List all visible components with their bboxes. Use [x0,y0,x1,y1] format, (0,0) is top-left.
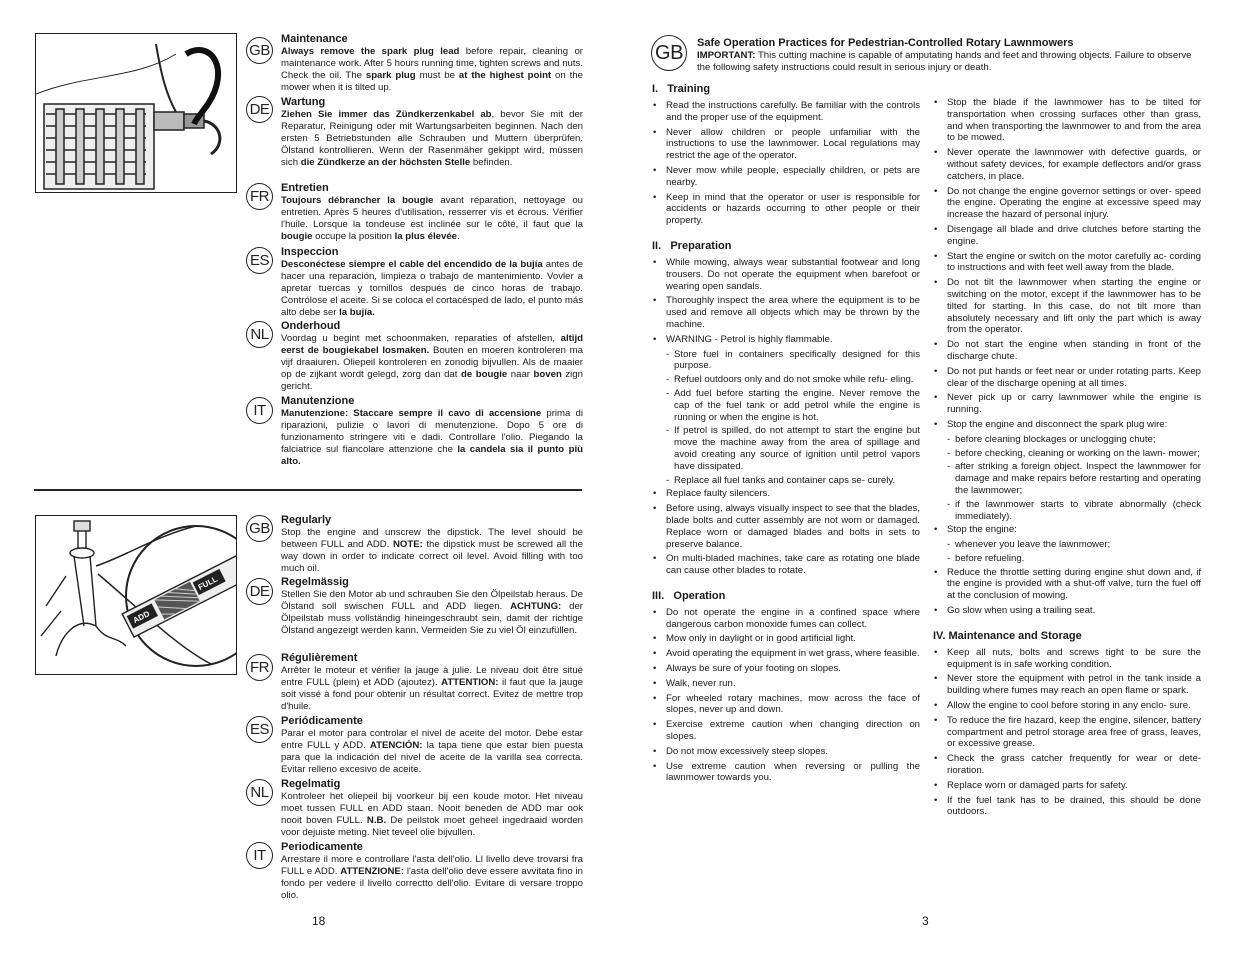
maintenance-es [281,246,583,319]
safety-item: • Do not change the engine governor settings or over- speed the engine. Operating the engine at excessive speed may increase the hazard of personal injury. [933,186,1201,221]
section-text: Stellen Sie den Motor ab und schrauben Sie den Ölpeilstab heraus. De Ölstand soll swischen FULL and ADD liegen. ACHTUNG: der Ölpeilstab muss vollständig hineingeschraubt sein, damit der richtige Ölstand angezeigt werden kann. Vermeiden Sie zu viel Öl einzufüllen. [281,589,583,636]
safety-item: • Avoid operating the equipment in wet grass, where feasible. [652,648,920,660]
maintenance-gb [281,33,583,94]
safety-item: • WARNING - Petrol is highly flammable. [652,334,920,346]
safety-item: • Do not operate the engine in a confined space where dangerous carbon monoxide fumes can collect. [652,607,920,631]
section-text: Desconéctese siempre el cable del encendido de la bujía antes de hacer una reparación, limpieza o trabajo de mantenimiento. Vovler a apretar tuercas y tornillos después de cinco horas de trabajo. Contrólose el aceite. Si se coloca el cortacésped de lado, el punto más alto debe ser la bujía. [281,259,583,318]
safety-sub-item: - before checking, cleaning or working on the lawn- mower; [933,448,1201,460]
safety-column-2 [933,97,1201,821]
safety-item: • Replace faulty silencers. [652,488,920,500]
section-text: Manutenzione: Staccare sempre il cavo di accensione prima di riparazioni, pulizie o lavori di menutenzione. Dopo 5 ore di funzionamento stringere viti e dadi. Controllare l'olio. Piegando la falciatrice sul fiancolare attenzione che la candela sia il punto più alto. [281,408,584,467]
lang-badge-nl: NL [246,779,273,806]
safety-item: • Reduce the throttle setting during engine shut down and, if the engine is provided with a shut-off valve, turn the fuel off at the conclusion of mowing. [933,567,1201,602]
safety-item: • For wheeled rotary machines, mow across the face of slopes, never up and down. [652,693,920,717]
maintenance-nl [281,320,583,393]
section-title: Régulièrement [281,652,358,664]
section-text: Always remove the spark plug lead before repair, cleaning or maintenance work. After 5 hours running time, tighten screws and nuts. Check the oil. The spark plug must be at the highest point on the mower when it is tilted up. [281,46,583,93]
safety-column-1 [652,83,920,787]
section-title: Regelmatig [281,778,341,790]
safety-list [652,100,920,227]
lang-badge-it: IT [246,842,273,869]
safety-item: • Keep all nuts, bolts and screws tight to be sure the equipment is in safe working condition. [933,647,1201,671]
safety-item: • Never store the equipment with petrol in the tank inside a building where fumes may reach an open flame or spark. [933,673,1201,697]
safety-sub-item: - before cleaning blockages or unclogging chute; [933,434,1201,446]
dipstick-blade [122,555,236,637]
engine-spark-plug-icon [36,34,236,192]
section-title: Manutenzione [281,395,355,407]
safety-sub-item: - before refueling. [933,553,1201,565]
safety-sub-item: - after striking a foreign object. Inspect the lawnmower for damage and make repairs before restarting and operating the lawnmower; [933,461,1201,496]
safety-sub-item: - If petrol is spilled, do not attempt to start the engine but move the machine away from the area of spillage and avoid creating any source of ignition until petrol vapors have dissipated. [652,425,920,472]
safety-item: • To reduce the fire hazard, keep the engine, silencer, battery compartment and petrol storage area free of grass, leaves, or excessive grease. [933,715,1201,750]
safety-sub-item: - if the lawnmower starts to vibrate abnormally (check immediately). [933,499,1201,523]
dipstick-add-label: ADD [131,609,152,626]
section-title: Regelmässig [281,576,349,588]
lang-badge-de: DE [246,96,273,123]
section-text: Kontroleer het oliepeil bij voorkeur bij een koude motor. Het niveau moet tussen FULL en ADD staan. Nooit beneden de ADD mar ook nooit boven FULL. N.B. De peilstok moet geheel ingedraaid worden voor dejuiste meting. Niet teveel olie bijvullen. [281,791,583,838]
maintenance-it [281,395,583,468]
safety-item: • Never operate the lawnmower with defective guards, or without safety devices, for example deflectors and/or grass catchers, in place. [933,147,1201,182]
section-title: Periodicamente [281,841,363,853]
safety-item: • Stop the engine and disconnect the spark plug wire: [933,419,1201,431]
lang-badge-nl: NL [246,321,273,348]
section-text: Voordag u begint met schoonmaken, reparaties of afstellen, altijd eerst de bougiekabel losmaken. Bouten en moeren kontroleren ma vijf draaiuren. Oliepeil kontroleren en zonodig bijvullen. Als de maaier op de zijkant wordt gelegd, zorg dan dat de bougie naar boven zign gericht. [281,333,583,392]
safety-item: • Never pick up or carry lawnmower while the engine is running. [933,392,1201,416]
safety-item: • Always be sure of your footing on slopes. [652,663,920,675]
safety-item: • Read the instructions carefully. Be familiar with the controls and the proper use of the equipment. [652,100,920,124]
safety-item: • Keep in mind that the operator or user is responsible for accidents or hazards occurring to other people or their property. [652,192,920,227]
safety-sub-item: - Add fuel before starting the engine. Never remove the cap of the fuel tank or add petrol while the engine is running or when the engine is hot. [652,388,920,423]
section-heading: I. Training [652,83,711,95]
safety-item: • Replace worn or damaged parts for safety. [933,780,1201,792]
oil-check-nl [281,778,583,839]
safety-sub-item: - Replace all fuel tanks and container caps se- curely. [652,475,920,487]
safety-item: • Thoroughly inspect the area where the equipment is to be used and remove all objects which may be thrown by the machine. [652,295,920,330]
maintenance-fr [281,182,583,243]
safety-list [652,607,920,784]
section-text: Stop the engine and unscrew the dipstick. The level should be between FULL and ADD. NOTE: the dipstick must be screwed all the way down in order to indicate correct oil level. Avoid filling with too much oil. [281,527,584,574]
lang-badge-gb: GB [246,37,273,64]
section-text: Ziehen Sie immer das Zündkerzenkabel ab, bevor Sie mit der Reparatur, Reinigung oder mit Wartungsarbeiten beginnen. Nach den ersten 5 Betriebstunden alle Schrauben und Muttern überprüfen. Ölstand kontrollieren. Wenn der Rasenmäher gekippt wird, müssen sich die Zündkerze an der höchsten Stelle befinden. [281,109,583,168]
section-title: Maintenance [281,33,348,45]
lang-badge-fr: FR [246,183,273,210]
page-number-right: 3 [922,914,929,928]
safety-item: • Do not mow excessively steep slopes. [652,746,920,758]
safety-sub-item: - whenever you leave the lawnmower; [933,539,1201,551]
dipstick-illustration [35,515,237,675]
safety-item: • Start the engine or switch on the motor carefully ac- cording to instructions and with feet well away from the blade. [933,251,1201,275]
safety-item: • Use extreme caution when reversing or pulling the lawnmower towards you. [652,761,920,785]
lang-badge-gb-large: GB [651,35,687,71]
lang-badge-de: DE [246,578,273,605]
section-title: Onderhoud [281,320,341,332]
maintenance-de [281,96,583,169]
safety-item: • On multi-bladed machines, take care as rotating one blade can cause other blades to rotate. [652,553,920,577]
section-heading: III. Operation [652,589,726,602]
lang-badge-it: IT [246,397,273,424]
section-title: Wartung [281,96,326,108]
section-heading: II. Preparation [652,239,732,252]
oil-check-gb [281,514,583,575]
safety-item: • Mow only in daylight or in good artificial light. [652,633,920,645]
important-notice: IMPORTANT: This cutting machine is capable of amputating hands and feet and throwing objects. Failure to observe the following safety instructions could result in serious injury or death. [697,50,1192,73]
safety-item: • Stop the engine: [933,524,1201,536]
section-text: Parar el motor para controlar el nivel de aceite del motor. Debe estar entre FULL y ADD. ATENCIÓN: la tapa tiene que estar bien puesta para que la indicación del nivel de aceite de la varilla sea correcta. Evitar relleno excesivo de aceite. [281,728,583,775]
safety-item: • Stop the blade if the lawnmower has to be tilted for transportation when crossing surfaces other than grass, and when transporting the lawnmower to and from the area to be mowed. [933,97,1201,144]
safety-list [933,97,1201,617]
lang-badge-fr: FR [246,654,273,681]
safety-sub-item: - Refuel outdoors only and do not smoke while refu- eling. [652,374,920,386]
safety-item: • Do not tilt the lawnmower when starting the engine or switching on the motor, except if the lawnmower has to be tilted for starting. In this case, do not tilt more than absolutely necessary and lift only the part which is away from the operator. [933,277,1201,336]
safety-list [933,647,1201,818]
lang-badge-es: ES [246,247,273,274]
safety-header [697,37,1207,73]
section-heading: IV. Maintenance and Storage [933,629,1082,642]
safety-item: • Exercise extreme caution when changing direction on slopes. [652,719,920,743]
section-title: Entretien [281,182,329,194]
safety-item: • Do not put hands or feet near or under rotating parts. Keep clear of the discharge opening at all times. [933,366,1201,390]
page-title: Safe Operation Practices for Pedestrian-Controlled Rotary Lawnmowers [697,37,1074,49]
lang-badge-gb: GB [246,515,273,542]
section-divider [34,489,582,491]
safety-item: • Never mow while people, especially children, or pets are nearby. [652,165,920,189]
safety-item: • Check the grass catcher frequently for wear or dete- rioration. [933,753,1201,777]
oil-check-fr [281,652,583,713]
safety-item: • If the fuel tank has to be drained, this should be done outdoors. [933,795,1201,819]
safety-list [652,257,920,577]
oil-check-de [281,576,583,637]
page-number-left: 18 [312,914,326,928]
section-text: Toujours débrancher la bougie avant réparation, nettoyage ou entretien. Après 5 heures d'utilisation, resserrer vis et écrous. Vérifier l'huile. Lorsque la tondeuse est inclinée sur le côté, il faut que la bougie occupe la position la plus élevée. [281,195,583,242]
lang-badge-es: ES [246,716,273,743]
dipstick-full-label: FULL [196,574,219,592]
safety-item: • Never allow children or people unfamiliar with the instructions to use the lawnmower. Local regulations may restrict the age of the operator. [652,127,920,162]
safety-item: • While mowing, always wear substantial footwear and long trousers. Do not operate the equipment when barefoot or wearing open sandals. [652,257,920,292]
spark-plug-illustration [35,33,237,193]
safety-item: • Allow the engine to cool before storing in any enclo- sure. [933,700,1201,712]
safety-item: • Before using, always visually inspect to see that the blades, blade bolts and cutter assembly are not worn or damaged. Replace worn or damaged blades and bolts in sets to preserve balance. [652,503,920,550]
oil-check-es [281,715,583,776]
safety-item: • Disengage all blade and drive clutches before starting the engine. [933,224,1201,248]
safety-item: • Do not start the engine when standing in front of the discharge chute. [933,339,1201,363]
section-text: Arrestare il more e controllare l'asta dell'olio. Ll livello deve trovarsi fra FULL e ADD. ATTENZIONE: l'asta dell'olio deve essere avvitata fino in fondo per vedere il livello correctto dell'olio. Evitare di versare troppo olio. [281,854,583,901]
section-text: Arrêter le moteur et vérifier la jauge à julie. Le niveau doit être situé entre FULL (plein) et ADD (ajoutez). ATTENTION: il faut que la jauge soit vissé à fond pour obtenir un résultat correct. Evitez de mettre trop d'huile. [281,665,583,712]
safety-item: • Walk, never run. [652,678,920,690]
oil-check-it [281,841,583,902]
safety-sub-item: - Store fuel in containers specifically designed for this purpose. [652,349,920,373]
dipstick-icon [36,516,236,674]
section-title: Periódicamente [281,715,363,727]
safety-item: • Go slow when using a trailing seat. [933,605,1201,617]
section-title: Regularly [281,514,332,526]
section-title: Inspeccion [281,246,339,258]
